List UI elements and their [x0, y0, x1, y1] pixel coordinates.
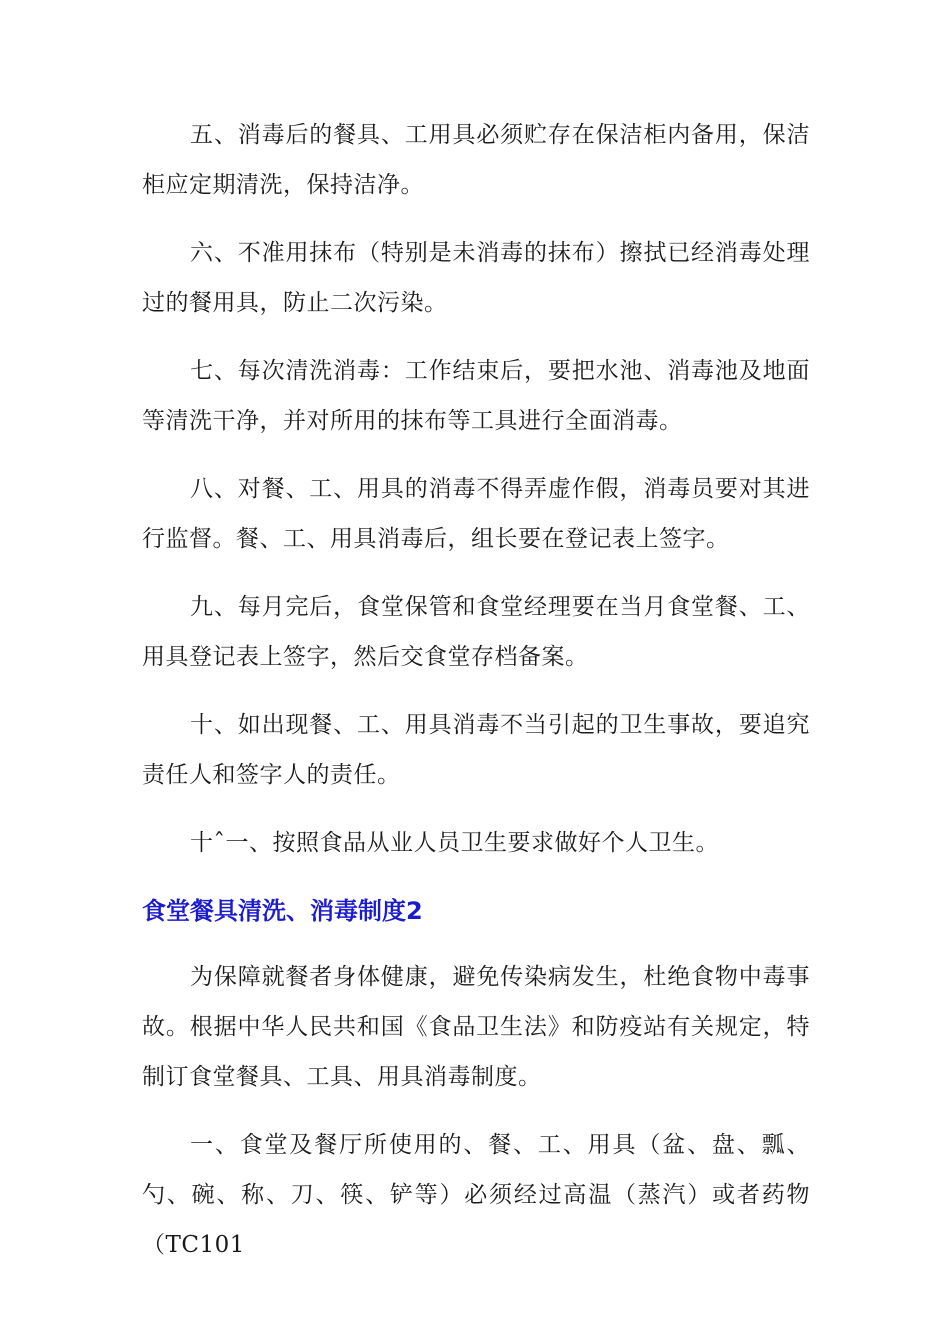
intro-paragraph: 为保障就餐者身体健康，避免传染病发生，杜绝食物中毒事故。根据中华人民共和国《食品卫生法》和防疫站有关规定，特制订食堂餐具、工具、用具消毒制度。 — [142, 964, 810, 1090]
rule-8-paragraph: 八、对餐、工、用具的消毒不得弄虚作假，消毒员要对其进行监督。餐、工、用具消毒后，组长要在登记表上签字。 — [142, 476, 810, 552]
rule-11-paragraph: 十ˆ一、按照食品从业人员卫生要求做好个人卫生。 — [190, 830, 719, 856]
rule-6-paragraph: 六、不准用抹布（特别是未消毒的抹布）擦拭已经消毒处理过的餐用具，防止二次污染。 — [142, 240, 810, 316]
rule-7-paragraph: 七、每次清洗消毒：工作结束后，要把水池、消毒池及地面等清洗干净，并对所用的抹布等工具进行全面消毒。 — [142, 358, 810, 434]
rule-9-paragraph: 九、每月完后，食堂保管和食堂经理要在当月食堂餐、工、用具登记表上签字，然后交食堂存档备案。 — [142, 594, 810, 670]
section-heading: 食堂餐具清洗、消毒制度2 — [142, 897, 423, 925]
rule-5-paragraph: 五、消毒后的餐具、工用具必须贮存在保洁柜内备用，保洁柜应定期清洗，保持洁净。 — [142, 122, 810, 198]
rule-10-paragraph: 十、如出现餐、工、用具消毒不当引起的卫生事故，要追究责任人和签字人的责任。 — [142, 712, 810, 788]
document-page — [142, 110, 810, 1288]
rule-1-paragraph: 一、食堂及餐厅所使用的、餐、工、用具（盆、盘、瓢、勺、碗、称、刀、筷、铲等）必须经过高温（蒸汽）或者药物（TC101 — [142, 1132, 810, 1258]
